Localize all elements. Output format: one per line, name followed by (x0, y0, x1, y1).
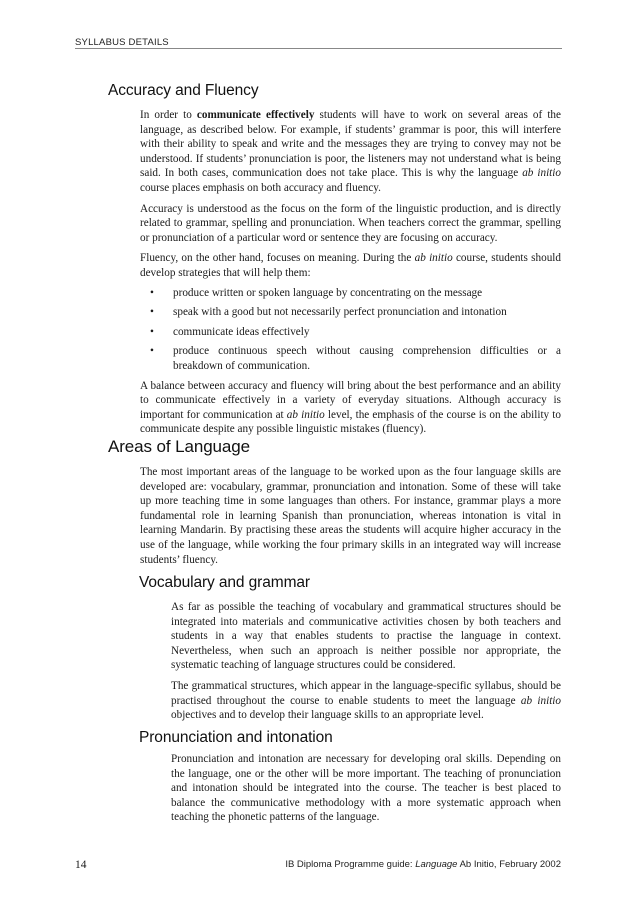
bullet-icon: • (150, 345, 154, 358)
heading-vocabulary-grammar: Vocabulary and grammar (139, 574, 310, 591)
vocabulary-paragraph-1: As far as possible the teaching of vocabulary and grammatical structures should be integrated into materials and communicative activities chosen by both teachers and students in a way that enables students to practise the language in context. Nevertheless, when such an approach is neither possible nor appropriate, the systematic teaching of language structures could be considered. (171, 601, 561, 672)
running-head: SYLLABUS DETAILS (75, 37, 169, 48)
areas-paragraph-1: The most important areas of the language to be worked upon as the four language skills are developed are: vocabulary, grammar, pronunciation and intonation. Some of these will take up more teaching time in some languages than others. For instance, grammar plays a more fundamental role in learning Spanish than pronunciation, whereas intonation is vital in learning Mandarin. By practising these areas the students will acquire higher accuracy in the use of the language, while working the four primary skills in an integrated way will increase students’ fluency. (140, 466, 561, 566)
accuracy-paragraph-3: Fluency, on the other hand, focuses on meaning. During the ab initio course, students should develop strategies that will help them: (140, 252, 561, 279)
list-item: • produce continuous speech without causing comprehension difficulties or a breakdown of communication. (150, 345, 561, 372)
bullet-icon: • (150, 286, 154, 299)
list-item: • speak with a good but not necessarily perfect pronunciation and intonation (150, 306, 507, 319)
heading-accuracy-fluency: Accuracy and Fluency (108, 82, 259, 99)
list-item: • communicate ideas effectively (150, 325, 310, 338)
vocabulary-section (171, 600, 561, 723)
accuracy-paragraph-1: In order to communicate effectively students will have to work on several areas of the language, as described below. For example, if students’ grammar is poor, this will interfere with their ability to speak and write and the messages they are trying to convey may not be understood. If students’ pronunciation is poor, the listeners may not understand what is being said. In both cases, communication does not take place. This is why the language ab initio course places emphasis on both accuracy and fluency. (140, 109, 561, 194)
list-item: • produce written or spoken language by concentrating on the message (150, 286, 483, 299)
accuracy-paragraph-2: Accuracy is understood as the focus on the form of the linguistic production, and is directly related to grammar, spelling and pronunciation. When teachers correct the grammar, spelling or pronunciation of a particular word or sentence they are focusing on accuracy. (140, 202, 561, 244)
bullet-icon: • (150, 325, 154, 338)
accuracy-paragraph-4: A balance between accuracy and fluency will bring about the best performance and an ability to communicate effectively in a variety of everyday situations. Although accuracy is important for communication at ab initio level, the emphasis of the course is on the ability to communicate despite any possible linguistic mistakes (fluency). (140, 379, 561, 436)
page-number: 14 (75, 859, 87, 871)
footer-title: IB Diploma Programme guide: Language Ab Initio, February 2002 (285, 859, 561, 870)
pronunciation-section (171, 752, 561, 825)
vocabulary-paragraph-2: The grammatical structures, which appear in the language-specific syllabus, should be practised throughout the course to enable students to meet the language ab initio objectives and to develop their language skills to an appropriate level. (171, 679, 561, 722)
header-rule (75, 48, 562, 49)
heading-areas-of-language: Areas of Language (108, 437, 250, 456)
fluency-strategies-list (140, 286, 561, 374)
heading-pronunciation-intonation: Pronunciation and intonation (139, 729, 333, 746)
areas-section (140, 465, 561, 567)
bullet-icon: • (150, 306, 154, 319)
accuracy-section (140, 108, 561, 437)
pronunciation-paragraph-1: Pronunciation and intonation are necessary for developing oral skills. Depending on the language, one or the other will be more important. The teaching of pronunciation and intonation should be integrated into the course. The teacher is best placed to balance the communicative methodology with a more systematic approach when teaching the phonetic patterns of the language. (171, 753, 561, 824)
